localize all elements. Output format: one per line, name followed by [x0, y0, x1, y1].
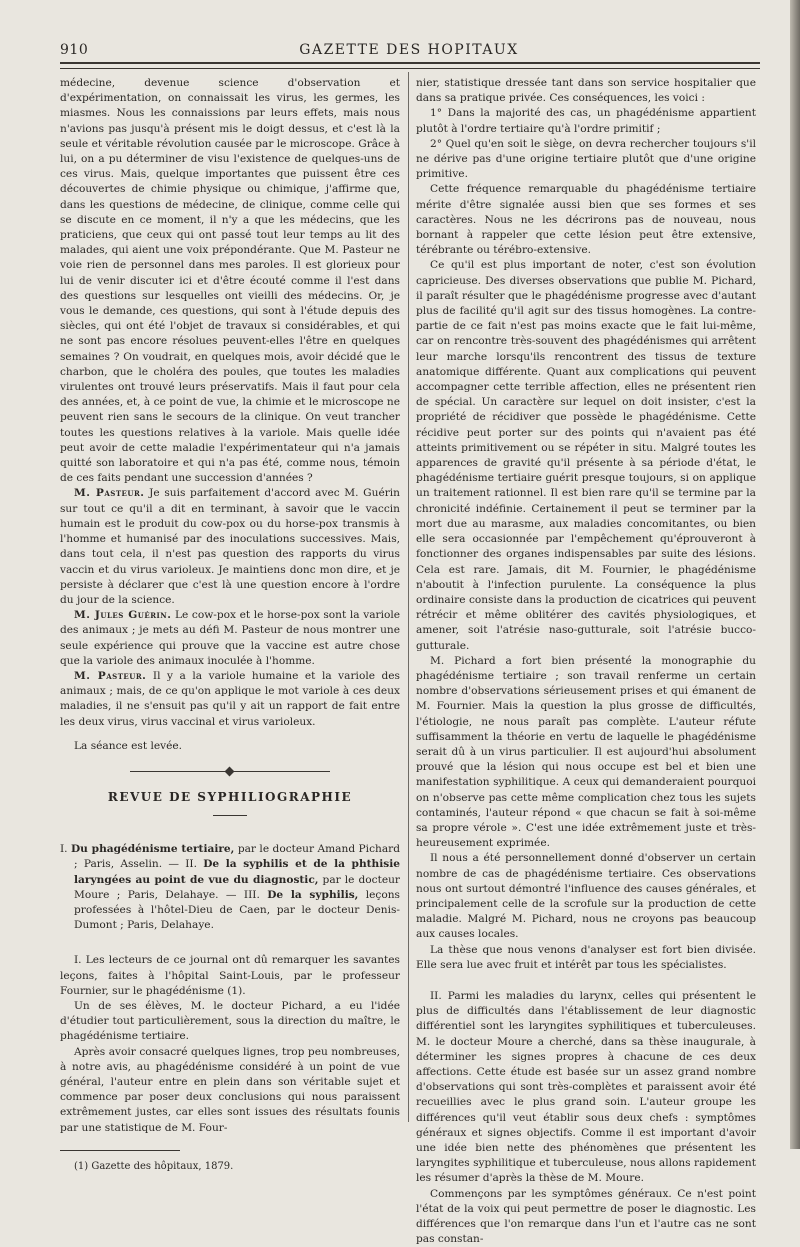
speaker-name: M. Pasteur.: [74, 669, 147, 682]
paragraph: Ce qu'il est plus important de noter, c'est son évolution capricieuse. Des diverses observations que publie M. Pichard, il paraît résulter que le phagédénisme progresse avec d'autant plus de facilité qu'il agit sur des tissus homogènes. La contre-partie de ce fait n'est pas moins exacte que le fait lui-même, car on rencontre très-souvent des phagédénismes qui arrêtent leur marche lorsqu'ils rencontrent des tissus de texture anatomique différente. Quant aux complications qui peuvent accompagner cette terrible affection, elles ne présentent rien de spécial. Un caractère sur lequel on doit insister, c'est la propriété de récidiver que possède le phagédénisme. Cette récidive peut porter sur des points qui n'avaient pas été atteints primitivement ou se répéter in situ. Malgré toutes les apparences de gravité qu'il présente à sa période d'état, le phagédénisme tertiaire guérit presque toujours, si on applique un traitement rationnel. Il est bien rare qu'il se termine par la chronicité indéfinie. Certainement il peut se terminer par la mort due au marasme, aux maladies concomitantes, ou bien elle sera occasionnée par l'empêchement qu'éprouveront à fonctionner des organes indispensables par suite des lésions. Cela est rare. Jamais, dit M. Fournier, le phagédénisme n'aboutit à l'infection purulente. La conséquence la plus ordinaire consiste dans la production de cicatrices qui peuvent rétrécir et même oblitérer des cavités physiologiques, et amener, soit l'atrésie naso-gutturale, soit l'atrésie bucco-gutturale.: [416, 259, 756, 652]
speech-text: Je suis parfaitement d'accord avec M. Guérin sur tout ce qu'il a dit en terminant, à savoir que le vaccin humain est le produit du cow-pox ou du horse-pox transmis à l'homme et humanisé par des inoculations successives. Mais, dans tout cela, il n'est pas question des rapports du virus vaccin et du virus varioleux. Je maintiens donc mon dire, et je persiste à déclarer que c'est là une question encore à l'ordre du jour de la science.: [60, 487, 400, 606]
paragraph: Après avoir consacré quelques lignes, trop peu nombreuses, à notre avis, au phagédénisme considéré à un point de vue général, l'auteur entre en plein dans son véritable sujet et commence par poser deux conclusions qui nous paraissent extrêmement justes, car elles sont issues des résultats founis par une statistique de M. Four-: [60, 1045, 400, 1134]
short-rule: [213, 815, 247, 816]
speaker-name: M. Jules Guérin.: [74, 609, 172, 622]
paragraph: II. Parmi les maladies du larynx, celles qui présentent le plus de difficultés dans l'établissement de leur diagnostic différentiel sont les laryngites syphilitiques et tuberculeuses. M. le docteur Moure a cherché, dans sa thèse inaugurale, à déterminer les signes propres à chacune de ces deux affections. Cette étude est basée sur un assez grand nombre d'observations qui sont très-complètes et paraissent avoir été recueillies avec le plus grand soin. L'auteur groupe les différences qu'il veut établir sous deux chefs : symptômes généraux et signes objectifs. Comme il est important d'avoir une idée bien nette des phénomènes que présentent les laryngites syphilitique et tuberculeuse, nous allons rapidement les résumer d'après la thèse de M. Moure.: [416, 989, 756, 1185]
paragraph: médecine, devenue science d'observation et d'expérimentation, on connaissait les virus, les germes, les miasmes. Nous les connaissions par leurs effets, mais nous n'avions pas jusqu'à présent mis le doigt dessus, et c'est là la seule et véritable révolution causée par le microscope. Grâce à lui, on a pu déterminer de visu l'existence de quelques-uns de ces virus. Mais, quelque importantes que puissent être ces découvertes de chimie physique ou chimique, j'affirme que, dans les questions de médecine, de clinique, comme celle qui se discute en ce moment, il n'y a que les médecins, que les praticiens, que ceux qui ont passé tout leur temps au lit des malades, qui aient une voix prépondérante. Que M. Pasteur ne voie rien de personnel dans mes paroles. Il est glorieux pour lui de venir discuter ici et d'être écouté comme il l'est dans des questions sur lesquelles ont vieilli des médecins. Or, je vous le demande, ces questions, qui sont à l'étude depuis des siècles, qui ont été l'objet de travaux si considérables, et qui ne sont pas encore résolues peuvent-elles l'être en quelques semaines ? On voudrait, en quelques mois, avoir décidé que le charbon, que le choléra des poules, que toutes les maladies virulentes ont trouvé leurs préservatifs. Mais il faut pour cela des années, et, à ce point de vue, la chimie et le microscope ne peuvent rien sans le secours de la clinique. On veut trancher toutes les questions relatives à la variole. Mais quelle idée peut avoir de cette maladie l'expérimentateur qui n'a jamais quitté son laboratoire et qui n'a pas été, comme nous, témoin de ces faits pendant une succession d'années ?: [60, 77, 400, 485]
page-number: 910: [60, 42, 89, 58]
column-divider: [408, 72, 409, 1122]
speech-text: Il y a la variole humaine et la variole des animaux ; mais, de ce qu'on applique le mot variole à ces deux maladies, il ne s'ensuit pas qu'il y ait un rapport de fait entre les deux virus, virus vaccinal et virus varioleux.: [60, 669, 400, 728]
page-header: [60, 42, 758, 64]
speech: [60, 486, 400, 608]
section-title: REVUE DE SYPHILIOGRAPHIE: [107, 789, 353, 804]
paragraph: M. Pichard a fort bien présenté la monographie du phagédénisme tertiaire ; son travail renferme un certain nombre d'observations sérieusement prises et qui émanent de M. Fournier. Mais la question la plus grosse de difficultés, l'étiologie, ne nous paraît pas complète. L'auteur réfute suffisamment la théorie en vertu de laquelle le phagédénisme serait dû à un virus particulier. Il est aujourd'hui absolument prouvé que la lésion qui nous occupe est bel et bien une manifestation syphilitique. A ceux qui demanderaient pourquoi on n'observe pas cette même complication chez tous les sujets contaminés, l'auteur répond « que chacun se fait à soi-même sa propre vérole ». C'est une idée extrêmement juste et très-heureusement exprimée.: [416, 654, 756, 850]
speaker-name: M. Pasteur.: [74, 487, 145, 500]
header-rule: [60, 62, 760, 69]
journal-title: GAZETTE DES HOPITAUX: [299, 42, 519, 58]
left-column: [60, 76, 400, 1174]
footnote: (1) Gazette des hôpitaux, 1879.: [74, 1160, 234, 1172]
right-column: [416, 76, 756, 1247]
paragraph: 2° Quel qu'en soit le siège, on devra rechercher toujours s'il ne dérive pas d'une origine tertiaire plutôt que d'une origine primitive.: [416, 137, 756, 181]
paragraph: Cette fréquence remarquable du phagédénisme tertiaire mérite d'être signalée aussi bien que ses formes et ses caractères. Nous ne les décrirons pas de nouveau, nous bornant à rappeler que cette lésion peut être extensive, térébrante ou térébro-extensive.: [416, 183, 756, 257]
paragraph: nier, statistique dressée tant dans son service hospitalier que dans sa pratique privée. Ces conséquences, les voici :: [416, 77, 756, 105]
closing-line: La séance est levée.: [74, 739, 183, 752]
page-edge: [790, 0, 800, 1149]
reference-list: [60, 842, 400, 933]
speech: [60, 669, 400, 730]
paragraph: Il nous a été personnellement donné d'observer un certain nombre de cas de phagédénisme tertiaire. Ces observations nous ont surtout démontré l'influence des causes générales, et principalement celle de la scrofule sur la production de cette maladie. Malgré M. Pichard, nous ne croyons pas beaucoup aux causes locales.: [416, 852, 756, 941]
speech: [60, 608, 400, 669]
paragraph: Commençons par les symptômes généraux. Ce n'est point l'état de la voix qui peut permettre de poser le diagnostic. Les différences que l'on remarque dans l'un et l'autre cas ne sont pas constan-: [416, 1187, 756, 1246]
footnote-rule: [60, 1150, 180, 1151]
speech-text: Le cow-pox et le horse-pox sont la variole des animaux ; je mets au défi M. Pasteur de nous montrer une seule expérience qui prouve que la vaccine est autre chose que la variole des animaux inoculée à l'homme.: [60, 609, 400, 667]
ornament-divider: [130, 768, 330, 776]
reference-entry: I. Du phagédénisme tertiaire, par le docteur Amand Pichard ; Paris, Asselin. — II. De la syphilis et de la phthisie laryngées au point de vue du diagnostic, par le docteur Moure ; Paris, Delahaye. — III. De la syphilis, leçons professées à l'hôtel-Dieu de Caen, par le docteur Denis-Dumont ; Paris, Delahaye.: [60, 843, 401, 932]
paragraph: La thèse que nous venons d'analyser est fort bien divisée. Elle sera lue avec fruit et intérêt par tous les spécialistes.: [416, 943, 756, 971]
paragraph: 1° Dans la majorité des cas, un phagédénisme appartient plutôt à l'ordre tertiaire qu'à l'ordre primitif ;: [416, 107, 756, 135]
paragraph: I. Les lecteurs de ce journal ont dû remarquer les savantes leçons, faites à l'hôpital Saint-Louis, par le professeur Fournier, sur le phagédénisme (1).: [60, 954, 400, 997]
paragraph: Un de ses élèves, M. le docteur Pichard, a eu l'idée d'étudier tout particulièrement, sous la direction du maître, le phagédénisme tertiaire.: [60, 999, 400, 1043]
